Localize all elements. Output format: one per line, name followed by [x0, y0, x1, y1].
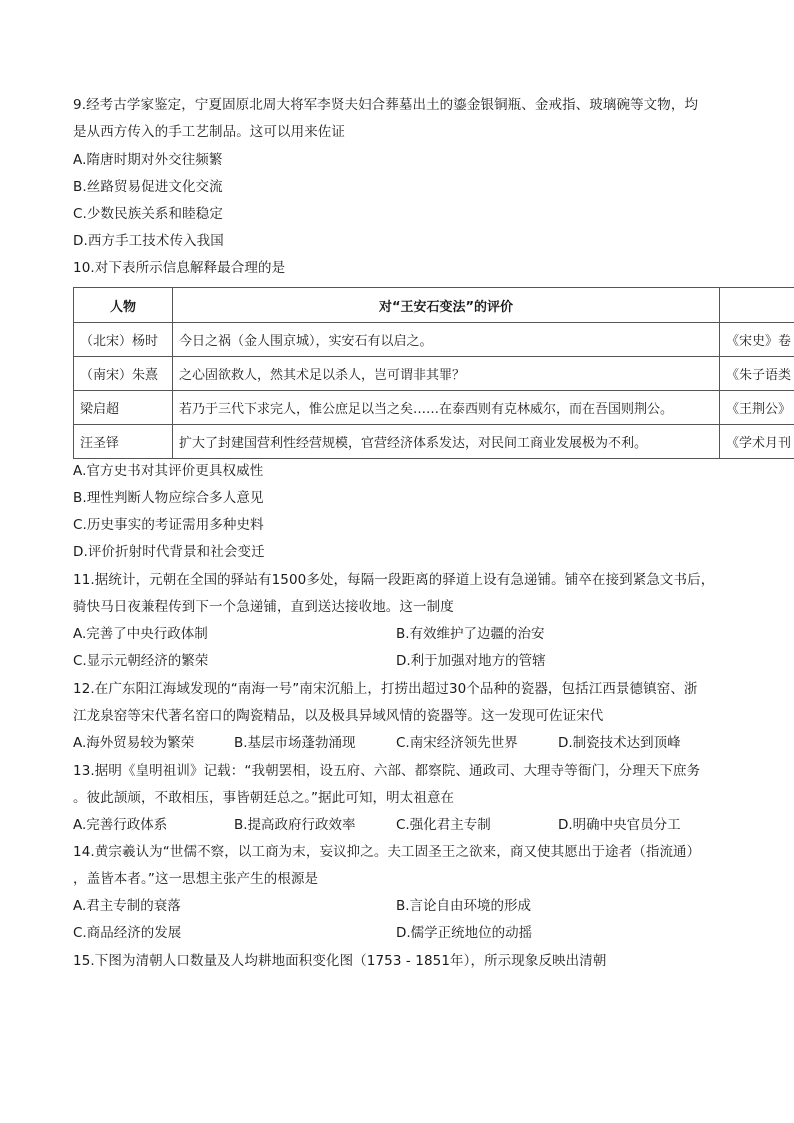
- cell-evaluation: 若乃于三代下求完人，惟公庶足以当之矣……在泰西则有克林威尔，而在吾国则荆公。: [173, 391, 720, 425]
- q11-option-c: C.显示元朝经济的繁荣: [73, 653, 209, 669]
- q14-option-d: D.儒学正统地位的动摇: [396, 925, 533, 941]
- q10-option-b: B.理性判断人物应综合多人意见: [73, 490, 264, 506]
- header-evaluation: 对“王安石变法”的评价: [173, 288, 720, 323]
- q13-option-b: B.提高政府行政效率: [234, 817, 356, 833]
- q11-stem-line2: 骑快马日夜兼程传到下一个急递铺，直到送达接收地。这一制度: [73, 599, 454, 615]
- table-row: [74, 357, 794, 391]
- q9-stem-line2: 是从西方传入的手工艺制品。这可以用来佐证: [73, 124, 345, 140]
- q14-option-a: A.君主专制的衰落: [73, 898, 181, 914]
- table-row: [74, 425, 794, 459]
- cell-person: 汪圣铎: [74, 425, 173, 459]
- q11-option-b: B.有效维护了边疆的治安: [396, 626, 545, 642]
- q14-option-b: B.言论自由环境的形成: [396, 898, 532, 914]
- q11-stem-line1: 11.据统计，元朝在全国的驿站有1500多处，每隔一段距离的驿道上设有急递铺。铺卒在接到紧急文书后，: [73, 572, 715, 588]
- q12-option-c: C.南宋经济领先世界: [396, 735, 518, 751]
- q12-option-d: D.制瓷技术达到顶峰: [558, 735, 681, 751]
- cell-evaluation: 扩大了封建国营利性经营规模，官营经济体系发达，对民间工商业发展极为不利。: [173, 425, 720, 459]
- cell-person: （北宋）杨时: [74, 323, 173, 357]
- q9-stem-line1: 9.经考古学家鉴定，宁夏固原北周大将军李贤夫妇合葬墓出土的鎏金银铜瓶、金戒指、玻璃碗等文物，均: [73, 97, 699, 113]
- cell-evaluation: 今日之祸（金人围京城），实安石有以启之。: [173, 323, 720, 357]
- cell-person: （南宋）朱熹: [74, 357, 173, 391]
- q13-stem-line1: 13.据明《皇明祖训》记载：“我朝罢相，设五府、六部、都察院、通政司、大理寺等衙门，分理天下庶务: [73, 763, 701, 779]
- cell-person: 梁启超: [74, 391, 173, 425]
- q11-option-d: D.利于加强对地方的管辖: [396, 653, 546, 669]
- cell-evaluation: 之心固欲救人，然其术足以杀人，岂可谓非其罪？: [173, 357, 720, 391]
- q10-evaluation-table: [73, 287, 794, 459]
- q12-stem-line2: 江龙泉窑等宋代著名窑口的陶瓷精品，以及极具异域风情的瓷器等。这一发现可佐证宋代: [73, 708, 604, 724]
- q14-stem-line1: 14.黄宗羲认为“世儒不察，以工商为末，妄议抑之。夫工固圣王之欲来，商又使其愿出于途者（指流通）: [73, 844, 701, 860]
- table-header-row: [74, 288, 794, 323]
- q15-stem: 15.下图为清朝人口数量及人均耕地面积变化图（1753 - 1851年），所示现象反映出清朝: [73, 953, 607, 969]
- q9-option-c: C.少数民族关系和睦稳定: [73, 206, 223, 222]
- cell-source: 《宋史》卷: [720, 323, 794, 357]
- q9-option-b: B.丝路贸易促进文化交流: [73, 179, 223, 195]
- q14-stem-line2: ，盖皆本者。”这一思想主张产生的根源是: [73, 871, 319, 887]
- cell-source: 《朱子语类: [720, 357, 794, 391]
- q10-option-a: A.官方史书对其评价更具权威性: [73, 463, 264, 479]
- cell-source: 《学术月刊: [720, 425, 794, 459]
- q13-option-d: D.明确中央官员分工: [558, 817, 681, 833]
- q12-stem-line1: 12.在广东阳江海域发现的“南海一号”南宋沉船上，打捞出超过30个品种的瓷器，包括江西景德镇窑、浙: [73, 681, 698, 697]
- q9-option-a: A.隋唐时期对外交往频繁: [73, 152, 223, 168]
- q9-option-d: D.西方手工技术传入我国: [73, 233, 224, 249]
- header-person: 人物: [74, 288, 173, 323]
- cell-source: 《王荆公》: [720, 391, 794, 425]
- q13-stem-line2: 。彼此颉颃，不敢相压，事皆朝廷总之。”据此可知，明太祖意在: [73, 790, 455, 806]
- q13-option-a: A.完善行政体系: [73, 817, 168, 833]
- q10-stem: 10.对下表所示信息解释最合理的是: [73, 260, 286, 276]
- table-row: [74, 323, 794, 357]
- q12-option-a: A.海外贸易较为繁荣: [73, 735, 195, 751]
- q11-option-a: A.完善了中央行政体制: [73, 626, 208, 642]
- q13-option-c: C.强化君主专制: [396, 817, 491, 833]
- header-source: [720, 288, 794, 323]
- q10-option-c: C.历史事实的考证需用多种史料: [73, 517, 264, 533]
- table-row: [74, 391, 794, 425]
- q10-option-d: D.评价折射时代背景和社会变迁: [73, 544, 265, 560]
- q12-option-b: B.基层市场蓬勃涌现: [234, 735, 356, 751]
- q14-option-c: C.商品经济的发展: [73, 925, 182, 941]
